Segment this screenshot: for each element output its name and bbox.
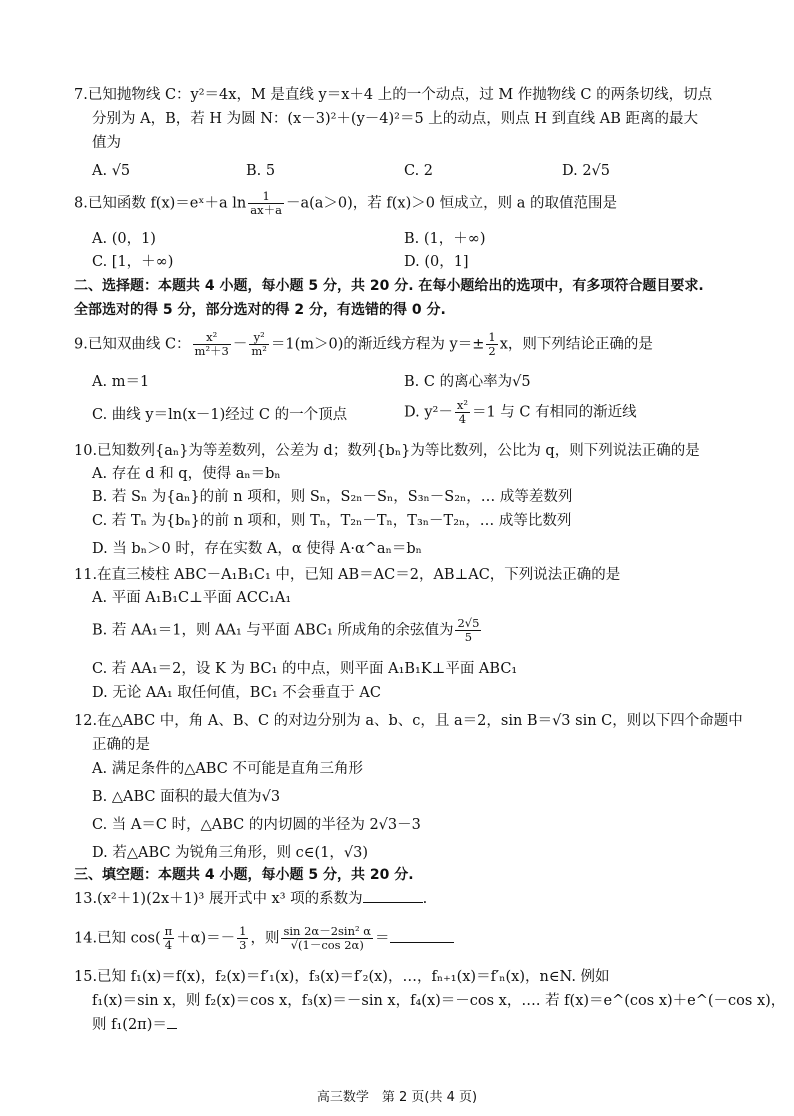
q11-option-b	[92, 617, 483, 644]
q10-option-b: B. 若 Sₙ 为{aₙ}的前 n 项和，则 Sₙ，S₂ₙ－Sₙ，S₃ₙ－S₂ₙ，… 成等差数列	[92, 489, 573, 505]
q9-option-a: A. m＝1	[92, 374, 150, 390]
q15-line2: f₁(x)＝sin x，则 f₂(x)＝cos x，f₃(x)＝－sin x，f₄(x)＝－cos x，…. 若 f(x)＝e^(cos x)＋e^(－cos x)，	[92, 993, 786, 1009]
q8-option-b: B. (1，＋∞)	[404, 231, 486, 247]
q9-frac2-num: y²	[249, 331, 269, 345]
section3-instruction: 三、填空题：本题共 4 小题，每小题 5 分，共 20 分.	[74, 867, 414, 883]
q9-frac-x	[193, 331, 231, 358]
q9-frac2-den: m²	[251, 344, 267, 358]
q9-minus: －	[232, 336, 248, 353]
q12-option-b: B. △ABC 面积的最大值为√3	[92, 789, 281, 805]
q8-fraction	[248, 190, 284, 217]
q14-frac2-den: 3	[239, 938, 247, 952]
q9-stem	[74, 331, 653, 358]
q11-b-frac-num: 2√5	[457, 616, 480, 630]
q12-stem-1: 12.在△ABC 中，角 A、B、C 的对边分别为 a、b、c，且 a＝2，sin B＝√3 sin C，则以下四个命题中	[74, 713, 743, 729]
q7-option-b: B. 5	[246, 163, 276, 179]
q11-option-b-pre: B. 若 AA₁＝1，则 AA₁ 与平面 ABC₁ 所成角的余弦值为	[92, 622, 454, 639]
q11-stem: 11.在直三棱柱 ABC－A₁B₁C₁ 中，已知 AB＝AC＝2，AB⊥AC，下列说法正确的是	[74, 567, 621, 583]
q9-stem-mid: ＝1(m＞0)的渐近线方程为 y＝±	[270, 336, 485, 353]
q11-option-c: C. 若 AA₁＝2，设 K 为 BC₁ 的中点，则平面 A₁B₁K⊥平面 ABC₁	[92, 661, 518, 677]
q8-option-d: D. (0，1]	[404, 254, 469, 270]
q15-line3	[92, 1014, 177, 1036]
q14-frac2-num: 1	[239, 924, 247, 938]
section2-instruction-1: 二、选择题：本题共 4 小题，每小题 5 分，共 20 分. 在每小题给出的选项中，有多项符合题目要求.	[74, 278, 704, 294]
q9-d-frac-den: 4	[458, 412, 467, 426]
q7-option-a: A. √5	[92, 163, 131, 179]
q14-frac-expr	[281, 925, 373, 952]
q7-option-d: D. 2√5	[562, 163, 611, 179]
q14-stem-mid: ＋α)＝－	[176, 930, 236, 947]
q11-option-b-frac	[455, 617, 481, 644]
q15-line1: 15.已知 f₁(x)＝f(x)，f₂(x)＝f′₁(x)，f₃(x)＝f′₂(x)，…，fₙ₊₁(x)＝f′ₙ(x)，n∈N. 例如	[74, 969, 610, 985]
q10-stem: 10.已知数列{aₙ}为等差数列，公差为 d；数列{bₙ}为等比数列，公比为 q，则下列说法正确的是	[74, 443, 700, 459]
q9-option-d-post: ＝1 与 C 有相同的渐近线	[471, 404, 637, 421]
q15-answer-blank[interactable]	[167, 1014, 177, 1029]
q14-stem-mid2: ，则	[250, 930, 280, 947]
q9-frac3-num: 1	[488, 330, 496, 344]
q7-line1: 7.已知抛物线 C：y²＝4x，M 是直线 y＝x＋4 上的一个动点，过 M 作抛物线 C 的两条切线，切点	[74, 87, 713, 103]
q10-option-a: A. 存在 d 和 q，使得 aₙ＝bₙ	[92, 466, 281, 482]
q11-option-d: D. 无论 AA₁ 取任何值，BC₁ 不会垂直于 AC	[92, 685, 381, 701]
q13-answer-blank[interactable]	[363, 888, 423, 903]
page-footer: 高三数学 第 2 页(共 4 页)	[316, 1090, 478, 1105]
q8-frac-den: ax＋a	[250, 203, 282, 217]
q8-stem	[74, 190, 617, 217]
q9-frac-y	[249, 331, 269, 358]
q14-answer-blank[interactable]	[390, 928, 454, 943]
q15-line3-text: 则 f₁(2π)＝	[92, 1017, 167, 1033]
q9-option-d-pre: D. y²－	[404, 404, 453, 421]
q14-stem	[74, 925, 454, 952]
q9-stem-post: x，则下列结论正确的是	[499, 336, 653, 353]
q9-frac1-num: x²	[193, 331, 231, 345]
q12-option-d: D. 若△ABC 为锐角三角形，则 c∈(1，√3)	[92, 845, 369, 861]
q8-option-a: A. (0，1)	[92, 231, 156, 247]
q9-option-d-frac	[455, 399, 470, 426]
q10-option-d: D. 当 bₙ＞0 时，存在实数 A，α 使得 A·α^aₙ＝bₙ	[92, 541, 422, 557]
q8-frac-num: 1	[248, 190, 284, 204]
section2-instruction-2: 全部选对的得 5 分，部分选对的得 2 分，有选错的得 0 分.	[74, 302, 446, 318]
q11-b-frac-den: 5	[464, 630, 473, 644]
q14-stem-post: ＝	[375, 930, 390, 947]
q9-option-d	[404, 399, 637, 426]
q12-option-c: C. 当 A＝C 时，△ABC 的内切圆的半径为 2√3－3	[92, 817, 421, 833]
q13-stem-pre: 13.(x²＋1)(2x＋1)³ 展开式中 x³ 项的系数为	[74, 891, 363, 907]
q9-frac1-den: m²＋3	[194, 344, 229, 358]
q14-frac-pi4	[163, 925, 175, 952]
q10-option-c: C. 若 Tₙ 为{bₙ}的前 n 项和，则 Tₙ，T₂ₙ－Tₙ，T₃ₙ－T₂ₙ，… 成等比数列	[92, 513, 572, 529]
q14-frac1-den: 4	[164, 938, 173, 952]
q7-option-c: C. 2	[404, 163, 434, 179]
q14-frac3-num: sin 2α－2sin² α	[283, 924, 372, 938]
q7-line2: 分别为 A，B，若 H 为圆 N：(x－3)²＋(y－4)²＝5 上的动点，则点 H 到直线 AB 距离的最大	[92, 111, 699, 127]
q8-stem-pre: 8.已知函数 f(x)＝eˣ＋a ln	[74, 195, 247, 212]
q7-line3: 值为	[92, 135, 121, 151]
q14-stem-pre: 14.已知 cos(	[74, 930, 161, 947]
q8-option-c: C. [1，＋∞)	[92, 254, 174, 270]
q9-option-c: C. 曲线 y＝ln(x－1)经过 C 的一个顶点	[92, 407, 348, 423]
q14-frac1-num: π	[164, 924, 173, 938]
q14-frac-third	[237, 925, 248, 952]
q13-stem	[74, 888, 427, 910]
q14-frac3-den: √(1－cos 2α)	[290, 938, 364, 952]
q11-option-a: A. 平面 A₁B₁C⊥平面 ACC₁A₁	[92, 590, 292, 606]
q9-stem-pre: 9.已知双曲线 C：	[74, 336, 191, 353]
q9-option-b: B. C 的离心率为√5	[404, 374, 531, 390]
q13-stem-post: .	[422, 891, 428, 907]
q12-option-a: A. 满足条件的△ABC 不可能是直角三角形	[92, 761, 363, 777]
q9-d-frac-num: x²	[456, 398, 468, 412]
q8-stem-post: －a(a＞0)，若 f(x)＞0 恒成立，则 a 的取值范围是	[285, 195, 617, 212]
q9-frac-half	[486, 331, 497, 358]
q12-stem-2: 正确的是	[92, 737, 150, 753]
q9-frac3-den: 2	[488, 344, 496, 358]
